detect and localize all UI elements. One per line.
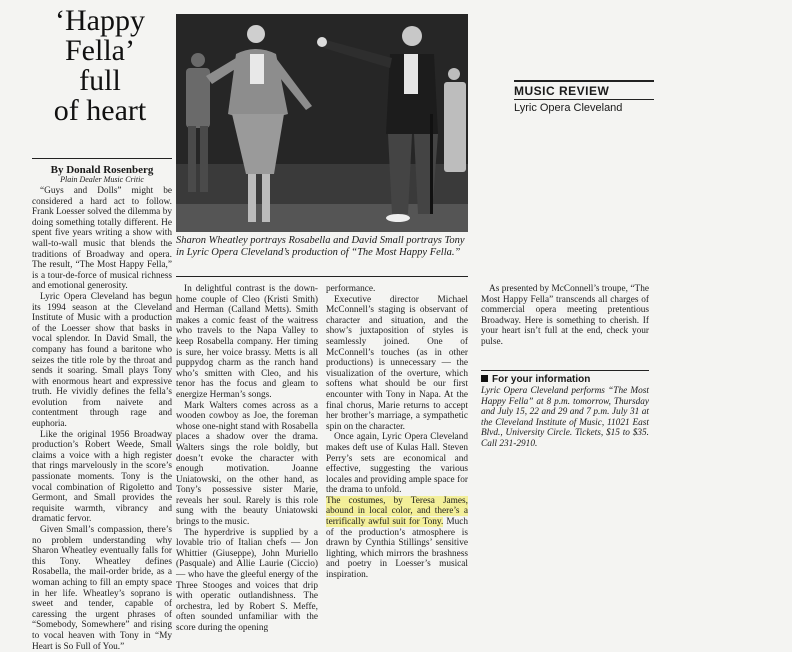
paragraph: In delightful contrast is the down-home couple of Cleo (Kristi Smith) and Herman (Calland Metts). Smith makes a comic feast of the waitress who travels to the Napa Valley to keep Rosabella company. Her timing is sure, her voice brassy. Metts is all puppydog charm as the ranch hand who’s smitten with Cleo, and his tenor has the focus and gleam to energize Herman’s songs. [176,284,318,400]
paragraph: The hyperdrive is supplied by a lovable trio of Italian chefs — Jon Whittier (Giuseppe), John Muriello (Pasquale) and Allie Laurie (Ciccio) — who have the gleeful energy of the Three Stooges and voices that drip with operatic outlandishness. The orchestra, led by Robert S. Meffe, often sounded unfamiliar with the score during the opening [176,527,318,633]
section-subtitle: Lyric Opera Cleveland [514,102,623,114]
info-rule [481,370,649,371]
square-bullet-icon [481,375,488,382]
headline-rule [32,158,172,159]
paragraph: Once again, Lyric Opera Cleveland makes deft use of Kulas Hall. Steven Perry’s sets are economical and effective, suggesting the various locales and providing ample space for the drama to unfold. [326,432,468,496]
paragraph: performance. [326,284,376,294]
highlighted-text: The costumes, by Teresa James, abound in local color, and there’s a terrifically awful suit for Tony. [326,495,468,528]
headline-line: of heart [53,94,147,127]
production-photo [176,14,468,232]
section-rule-mid [514,99,654,100]
paragraph: Executive director Michael McConnell’s staging is observant of character and situation, and the show’s juxtaposition of styles is seamlessly joined. One of McConnell’s touches (as in other productions) is unnecessary — the visualization of the overture, which softens what should be our first encounter with Tony in Napa. At the final chorus, Marie returns to accept her brother’s marriage, a sympathetic spin on the character. [326,294,468,432]
photo-caption: Sharon Wheatley portrays Rosabella and David Small portrays Tony in Lyric Opera Cleveland’s production of “The Most Happy Fella.” [176,235,465,258]
paragraph: Given Small’s compassion, there’s no problem understanding why Sharon Wheatley eventually falls for this Tony. Wheatley defines Rosabella, the mail-order bride, as a woman aching to fill an empty space in her life. Wheatley’s soprano is sweet and tender, capable of caressing the urgent phrases of “Somebody, Somewhere” and rising to vocal heaven with Tony in “My Heart is So Full of You.” [32,525,172,652]
section-rule-top [514,80,654,82]
headline-line: ‘Happy [55,4,145,37]
info-heading [481,374,590,385]
byline: By Donald Rosenberg [50,164,154,176]
byline-title: Plain Dealer Music Critic [60,175,144,184]
info-text: Lyric Opera Cleveland performs “The Most Happy Fella” at 8 p.m. tomorrow, Thursday and July 15, 22 and 29 and 7 p.m. July 31 at the Cleveland Institute of Music, 11021 East Blvd., University Circle. Tickets, $15 to $35. Call 231-2910. [481,386,649,449]
paragraph: Lyric Opera Cleveland has begun its 1994 season at the Cleveland Institute of Music with a production of the Loesser show that basks in vocal splendor. In David Small, the company has found a baritone who seizes the title role by the throat and sends it soaring. Small plays Tony with enormous heart and expressive truth. He vividly defines the fella’s evolution from naivete and contentment through rage and euphoria. [32,291,172,430]
headline [30,6,170,126]
headline-line: full [79,64,121,97]
paragraph: “Guys and Dolls” might be considered a hard act to follow. Frank Loesser solved the dilemma by doing something totally different. He spent five years writing a show with wall-to-wall music that blends the traditions of Broadway and opera. The result, “The Most Happy Fella,” is a tour-de-force of musical richness and emotional generosity. [32,186,172,292]
article-column-4 [481,284,649,348]
article-column-2 [176,284,318,634]
section-title: MUSIC REVIEW [514,84,610,98]
stage-photo-illustration [176,14,468,232]
paragraph: As presented by McConnell’s troupe, “The Most Happy Fella” transcends all charges of commercial opera meeting pretentious Broadway. Here is something to cherish. If your heart isn’t full at the end, check your pulse. [481,284,649,347]
article-column-3 [326,284,468,581]
paragraph: Like the original 1956 Broadway production’s Robert Weede, Small claims a voice with a high register that rings marvelously in the score’s passionate moments. Tony is the vocal combination of Rigoletto and Germont, and Small provides the requisite warmth, vibrancy and dramatic fervor. [32,429,172,525]
paragraph-continuation: Much of the production’s atmosphere is drawn by Cynthia Stillings’ sensitive lighting, which mirrors the brashness and poetry in Loesser’s musical inspiration. [326,517,469,581]
headline-line: Fella’ [65,34,135,67]
paragraph: Mark Walters comes across as a wooden cowboy as Joe, the foreman whose one-night stand with Rosabella places a shadow over the drama. Walters sings the role boldly, but doesn’t evoke the character with enough motivation. Joanne Uniatowski, on the other hand, as Tony’s possessive sister Marie, reveals her soul. Rarely is this role sung with the beauty Uniatowski brings to the music. [176,400,318,528]
caption-rule [176,276,468,277]
info-heading-text: For your information [492,374,591,385]
article-column-1 [32,186,172,652]
